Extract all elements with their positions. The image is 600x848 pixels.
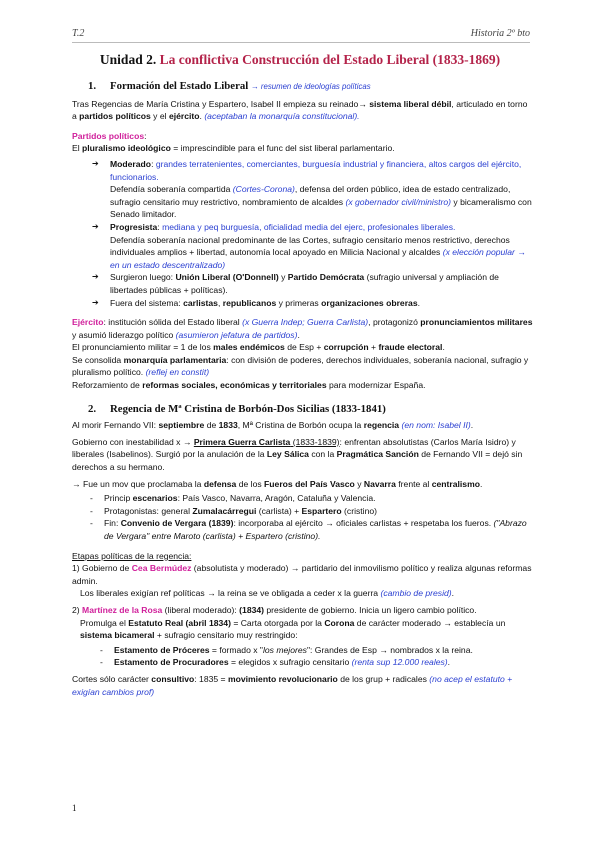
list-item-protagonistas: - Protagonistas: general Zumalacárregui (carlista) + Espartero (cristino) [90,505,534,518]
estamentos-list [100,644,534,669]
etapa-2: 2) Martínez de la Rosa (liberal moderado): (1834) presidente de gobierno. Inicia un ligero cambio político. [72,604,477,615]
title-prefix: Unidad 2. [99,52,157,67]
header-left: T.2 [72,28,85,39]
list-item-fuera: ➔ Fuera del sistema: carlistas, republicanos y primeras organizaciones obreras. [92,297,534,310]
page-title [0,52,600,68]
cortes-consultivo: Cortes sólo carácter consultivo: 1835 = movimiento revolucionario de los grup + radicales (no acep el estatuto + exigían cambios prof) [72,673,513,697]
list-item-surgieron: ➔ Surgieron luego: Unión Liberal (O'Donnell) y Partido Demócrata (sufragio universal y ampliación de libertades públicas + políticas). [92,271,534,296]
document-body [72,80,534,698]
s2-p3: → Fue un mov que proclamaba la defensa de los Fueros del País Vasco y Navarra frente al centralismo. [72,478,483,489]
header-rule [72,42,530,43]
list-item-escenarios: - Princip escenarios: País Vasco, Navarra, Aragón, Cataluña y Valencia. [90,492,534,505]
s1-ejercito: Ejército: institución sólida del Estado liberal (x Guerra Indep; Guerra Carlista), protagonizó pronunciamientos militares y asumió liderazgo político (asumieron jefatura de partidos). [72,317,533,340]
section-1-note: → resumen de ideologías políticas [250,82,371,91]
etapa-2b: Promulga el Estatuto Real (abril 1834) = Carta otorgada por la Corona de carácter moderado → establecía un sistema bicameral + sufragio censitario muy restringido: [80,617,506,641]
partidos-label: Partidos políticos: [72,130,147,141]
etapa-1b: Los liberales exigían ref políticas → la reina se ve obligada a ceder x la guerra (cambio de presid). [80,588,455,599]
s2-p2: Gobierno con inestabilidad x → Primera Guerra Carlista (1833-1839): enfrentan absolutistas (Carlos María Isidro) y liberales (Isabelinos). Surgió por la anulación de la Ley Sálica con la Pragmática Sanción de Fernando VII = dejó sin derechos a su hermano. [72,436,523,473]
title-accent: La conflictiva Construcción del Estado Liberal (1833-1869) [159,52,501,67]
section-2-heading: 2. Regencia de Mª Cristina de Borbón-Dos Sicilias (1833-1841) [88,402,386,415]
guerra-details-list [90,492,534,542]
s1-intro: Tras Regencias de María Cristina y Espartero, Isabel II empieza su reinado→ sistema liberal débil, articulado en torno a partidos políticos y el ejército. (aceptaban la monarquía constitucional). [72,98,528,122]
list-item-proceres: - Estamento de Próceres = formado x "los mejores": Grandes de Esp → nombrados x la reina. [100,644,534,657]
partidos-list [92,158,534,309]
page-number: 1 [72,803,77,813]
s2-p1: Al morir Fernando VII: septiembre de 1833, Mª Cristina de Borbón ocupa la regencia (en nom: Isabel II). [72,420,474,431]
list-item-fin: - Fin: Convenio de Vergara (1839): incorporaba al ejército → oficiales carlistas + respetaba los fueros. ("Abrazo de Vergara" entre Maroto (carlista) + Espartero (cristino). [90,517,534,542]
list-item-progresista: ➔ Progresista: mediana y peq burguesía, oficialidad media del ejerc, profesionales liberales. Defendía soberanía nacional predominante de las Cortes, sufragio censitario menos restrictivo, derechos individuales amplios + libertad, autonomía local apoyado en Milicia Nacional y alcaldes (x elección popular → en un estado descentralizado) [92,221,534,271]
s1-consolida: Se consolida monarquía parlamentaria: con división de poderes, derechos individuales, soberanía nacional, sufragio y pluralismo político. (reflej en constit) [72,354,529,378]
list-item-procuradores: - Estamento de Procuradores = elegidos x sufragio censitario (renta sup 12.000 reales). [100,656,534,669]
s1-pronunciamiento: El pronunciamiento militar = 1 de los males endémicos de Esp + corrupción + fraude electoral. [72,342,445,353]
etapa-1: 1) Gobierno de Cea Bermúdez (absolutista y moderado) → partidario del inmovilismo político y realiza algunas reformas admin. [72,563,532,586]
etapas-heading: Etapas políticas de la regencia: [72,550,192,561]
header-right: Historia 2º bto [470,28,530,39]
s1-reforzamiento: Reforzamiento de reformas sociales, económicas y territoriales para modernizar España. [72,380,426,391]
section-1-heading: 1. Formación del Estado Liberal → resumen de ideologías políticas [88,80,371,92]
s1-pluralismo: El pluralismo ideológico = imprescindible para el func del sist liberal parlamentario. [72,143,395,154]
list-item-moderado: ➔ Moderado: grandes terratenientes, comerciantes, burguesía industrial y financiera, altos cargos del ejército, funcionarios. Defendía soberanía compartida (Cortes-Corona), defensa del orden público, idea de estado centralizado, sufragio censitario muy restrictivo, nombramiento de alcaldes (x gobernador civil/ministro) y bicameralismo con Senado limitador. [92,158,534,221]
